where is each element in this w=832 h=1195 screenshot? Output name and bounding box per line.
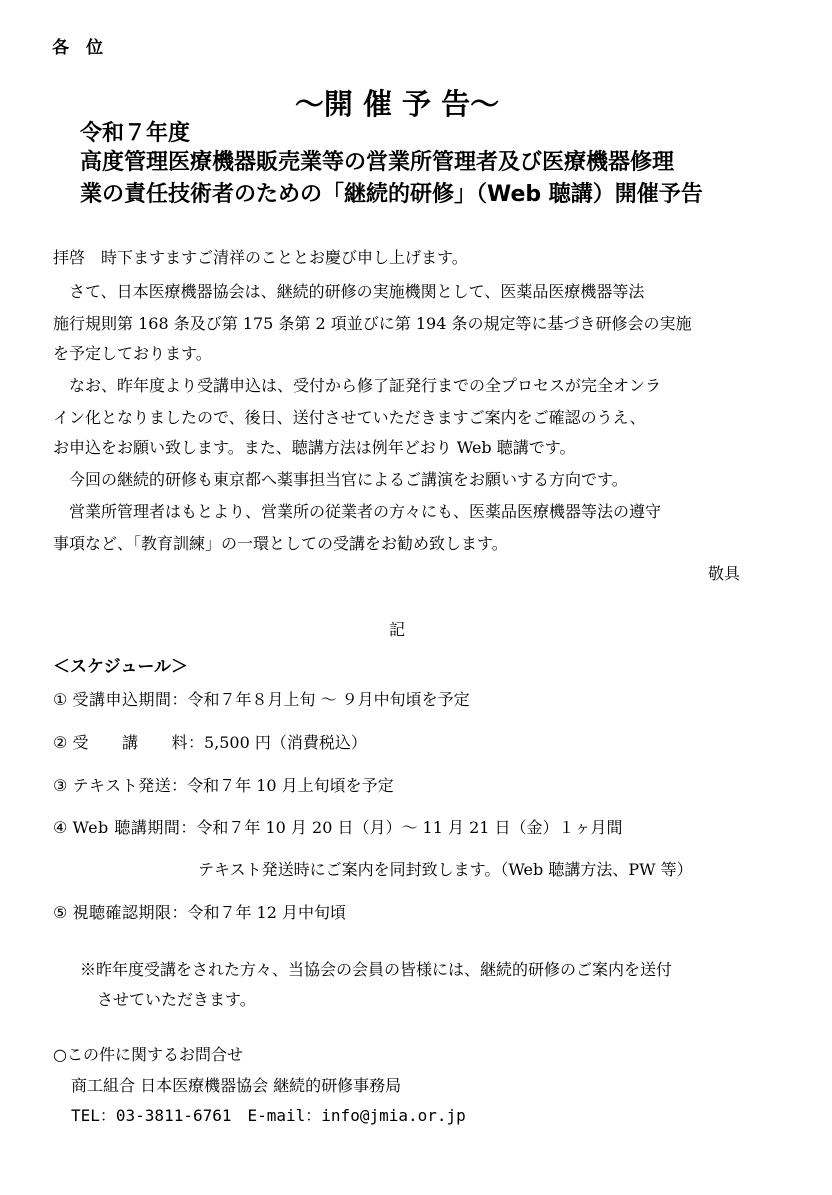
body-line: 今回の継続的研修も東京都へ薬事担当官によるご講演をお願いする方向です。 bbox=[53, 470, 628, 489]
heading-title-line1: 高度管理医療機器販売業等の営業所管理者及び医療機器修理 bbox=[80, 150, 675, 175]
body-line: なお、昨年度より受講申込は、受付から修了証発行までの全プロセスが完全オンラ bbox=[53, 376, 662, 395]
schedule-num: ② bbox=[53, 733, 68, 752]
body-line: 営業所管理者はもとより、営業所の従業者の方々にも、医薬品医療機器等法の遵守 bbox=[53, 502, 662, 521]
body-line: お申込をお願い致します。また、聴講方法は例年どおり Web 聴講です。 bbox=[53, 438, 576, 457]
closing: 敬具 bbox=[707, 564, 740, 583]
contact-heading: ○この件に関するお問合せ bbox=[53, 1045, 243, 1064]
schedule-label: Web 聴講期間 bbox=[72, 818, 181, 837]
schedule-heading: ＜スケジュール＞ bbox=[53, 657, 188, 677]
contact-org: 商工組合 日本医療機器協会 継続的研修事務局 bbox=[71, 1076, 402, 1095]
body-line: 施行規則第 168 条及び第 175 条第 2 項並びに第 194 条の規定等に基づき研修会の実施 bbox=[53, 314, 692, 333]
heading-year: 令和７年度 bbox=[80, 121, 191, 146]
schedule-num: ③ bbox=[53, 776, 68, 795]
body-line: を予定しております。 bbox=[53, 344, 212, 363]
body-line: 事項など、「教育訓練」の一環としての受講をお勧め致します。 bbox=[53, 534, 508, 553]
schedule-item bbox=[53, 820, 623, 836]
body-line: さて、日本医療機器協会は、継続的研修の実施機関として、医薬品医療機器等法 bbox=[53, 282, 645, 301]
remark-line2: させていただきます。 bbox=[97, 990, 256, 1009]
body-line: イン化となりましたので、後日、送付させていただきますご案内をご確認のうえ、 bbox=[53, 408, 646, 427]
schedule-note: テキスト発送時にご案内を同封致します。（Web 聴講方法、PW 等） bbox=[198, 860, 693, 879]
schedule-value: ：令和７年 10 月 20 日（月）～ 11 月 21 日（金）１ヶ月間 bbox=[180, 818, 623, 837]
schedule-value: ：令和７年 10 月上旬頃を予定 bbox=[171, 776, 394, 795]
schedule-label: 視聴確認期限 bbox=[72, 903, 172, 922]
body-line: 拝啓 時下ますますご清祥のこととお慶び申し上げます。 bbox=[53, 248, 468, 267]
remark-line1: ※昨年度受講をされた方々、当協会の会員の皆様には、継続的研修のご案内を送付 bbox=[80, 960, 673, 979]
schedule-num: ⑤ bbox=[53, 903, 68, 922]
schedule-item bbox=[53, 778, 394, 794]
addressee: 各 位 bbox=[52, 38, 103, 58]
schedule-item bbox=[53, 735, 367, 751]
schedule-label: 受 講 料 bbox=[72, 733, 188, 752]
schedule-item bbox=[53, 905, 346, 921]
contact-tel-email: TEL：03-3811-6761 E-mail：info@jmia.or.jp bbox=[71, 1106, 466, 1125]
schedule-value: ：令和７年８月上旬 ～ ９月中旬頃を予定 bbox=[171, 690, 470, 709]
schedule-label: テキスト発送 bbox=[72, 776, 172, 795]
notice-title: ～開 催 予 告～ bbox=[294, 87, 500, 121]
schedule-item bbox=[53, 692, 470, 708]
schedule-value: ：5,500 円（消費税込） bbox=[187, 733, 367, 752]
schedule-num: ④ bbox=[53, 818, 68, 837]
ki-marker: 記 bbox=[388, 620, 405, 639]
heading-title-line2: 業の責任技術者のための「継続的研修」（Web 聴講）開催予告 bbox=[80, 182, 703, 207]
schedule-value: ：令和７年 12 月中旬頃 bbox=[171, 903, 346, 922]
schedule-num: ① bbox=[53, 690, 68, 709]
schedule-label: 受講申込期間 bbox=[72, 690, 172, 709]
